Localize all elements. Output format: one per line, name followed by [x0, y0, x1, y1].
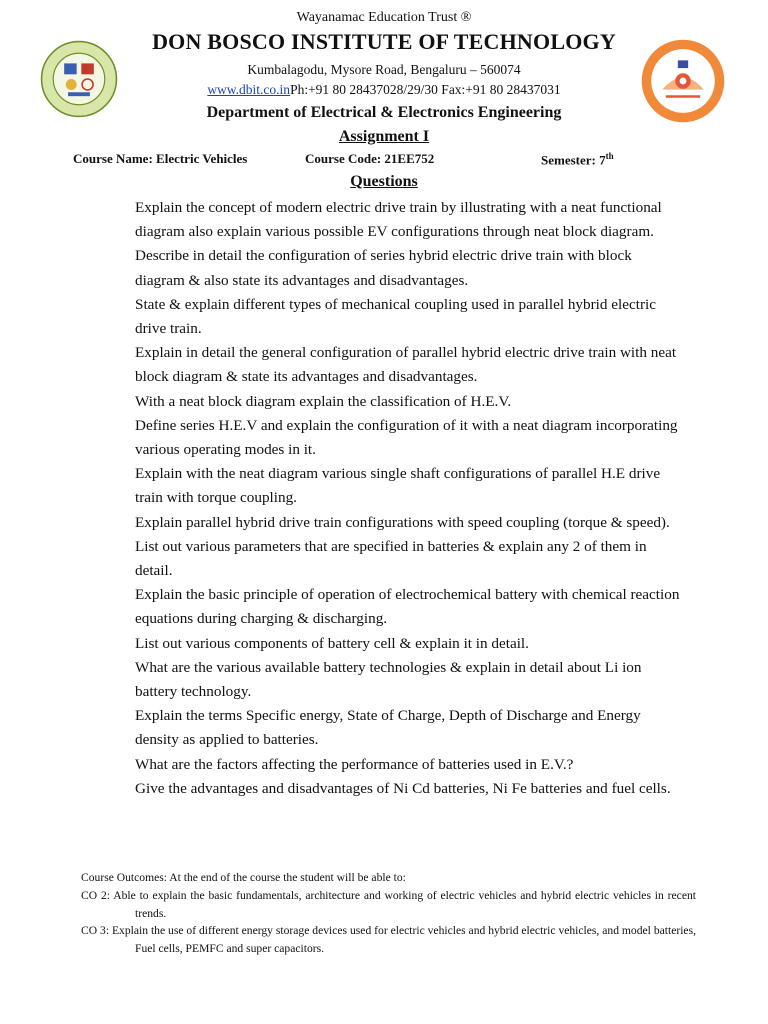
question-item: Define series H.E.V and explain the configuration of it with a neat diagram incorporating various operating modes in it.	[135, 416, 678, 459]
outcomes-intro: Course Outcomes: At the end of the course the student will be able to:	[81, 871, 406, 884]
trust-name: Wayanamac Education Trust ®	[296, 10, 472, 25]
institute-title: DON BOSCO INSTITUTE OF TECHNOLOGY	[152, 29, 616, 54]
question-item: Explain the terms Specific energy, State of Charge, Depth of Discharge and Energy density as applied to batteries.	[135, 707, 641, 749]
question-item: Explain in detail the general configuration of parallel hybrid electric drive train with neat block diagram & state its advantages and disadvantages.	[135, 344, 677, 386]
question-list	[135, 196, 680, 801]
question-item: List out various components of battery cell & explain it in detail.	[135, 634, 529, 652]
question-item: State & explain different types of mechanical coupling used in parallel hybrid electric drive train.	[135, 295, 656, 338]
question-item: Explain parallel hybrid drive train configurations with speed coupling (torque & speed).	[135, 513, 670, 531]
contact-line	[0, 82, 768, 98]
question-item: With a neat block diagram explain the classification of H.E.V.	[135, 392, 512, 410]
phone-fax: Ph:+91 80 28437028/29/30 Fax:+91 80 28437031	[290, 82, 561, 97]
course-code: Course Code: 21EE752	[305, 151, 435, 166]
question-item: Explain the basic principle of operation of electrochemical battery with chemical reaction equations during charging & discharging.	[135, 586, 680, 628]
assignment-title: Assignment I	[338, 128, 430, 145]
course-info-row	[0, 151, 768, 171]
department-title: Department of Electrical & Electronics Engineering	[206, 104, 562, 121]
question-item: Explain with the neat diagram various single shaft configurations of parallel H.E drive train with torque coupling.	[135, 465, 661, 507]
course-name: Course Name: Electric Vehicles	[73, 151, 248, 166]
semester	[541, 151, 614, 168]
course-outcome-item: CO 2: Able to explain the basic fundamentals, architecture and working of electric vehicles and hybrid electric vehicles in recent trends.	[81, 888, 696, 920]
question-item: Explain the concept of modern electric drive train by illustrating with a neat functional diagram also explain various possible EV configurations through neat block diagram.	[135, 199, 662, 241]
question-item: What are the various available battery technologies & explain in detail about Li ion battery technology.	[135, 658, 642, 701]
question-item: Describe in detail the configuration of series hybrid electric drive train with block diagram & also state its advantages and disadvantages.	[135, 247, 632, 289]
question-item: Give the advantages and disadvantages of Ni Cd batteries, Ni Fe batteries and fuel cells.	[135, 779, 671, 797]
question-item: List out various parameters that are specified in batteries & explain any 2 of them in detail.	[135, 537, 647, 580]
course-outcomes	[81, 869, 696, 958]
institute-address: Kumbalagodu, Mysore Road, Bengaluru – 560074	[247, 62, 521, 77]
course-outcome-item: CO 3: Explain the use of different energy storage devices used for electric vehicles and hybrid electric vehicles, and model batteries, Fuel cells, PEMFC and super capacitors.	[81, 924, 696, 956]
question-item: What are the factors affecting the performance of batteries used in E.V.?	[135, 755, 574, 773]
semester-label: Semester: 7	[541, 152, 606, 168]
website-link[interactable]: www.dbit.co.in	[207, 82, 291, 97]
questions-heading: Questions	[350, 173, 418, 190]
semester-suffix: th	[605, 151, 614, 161]
